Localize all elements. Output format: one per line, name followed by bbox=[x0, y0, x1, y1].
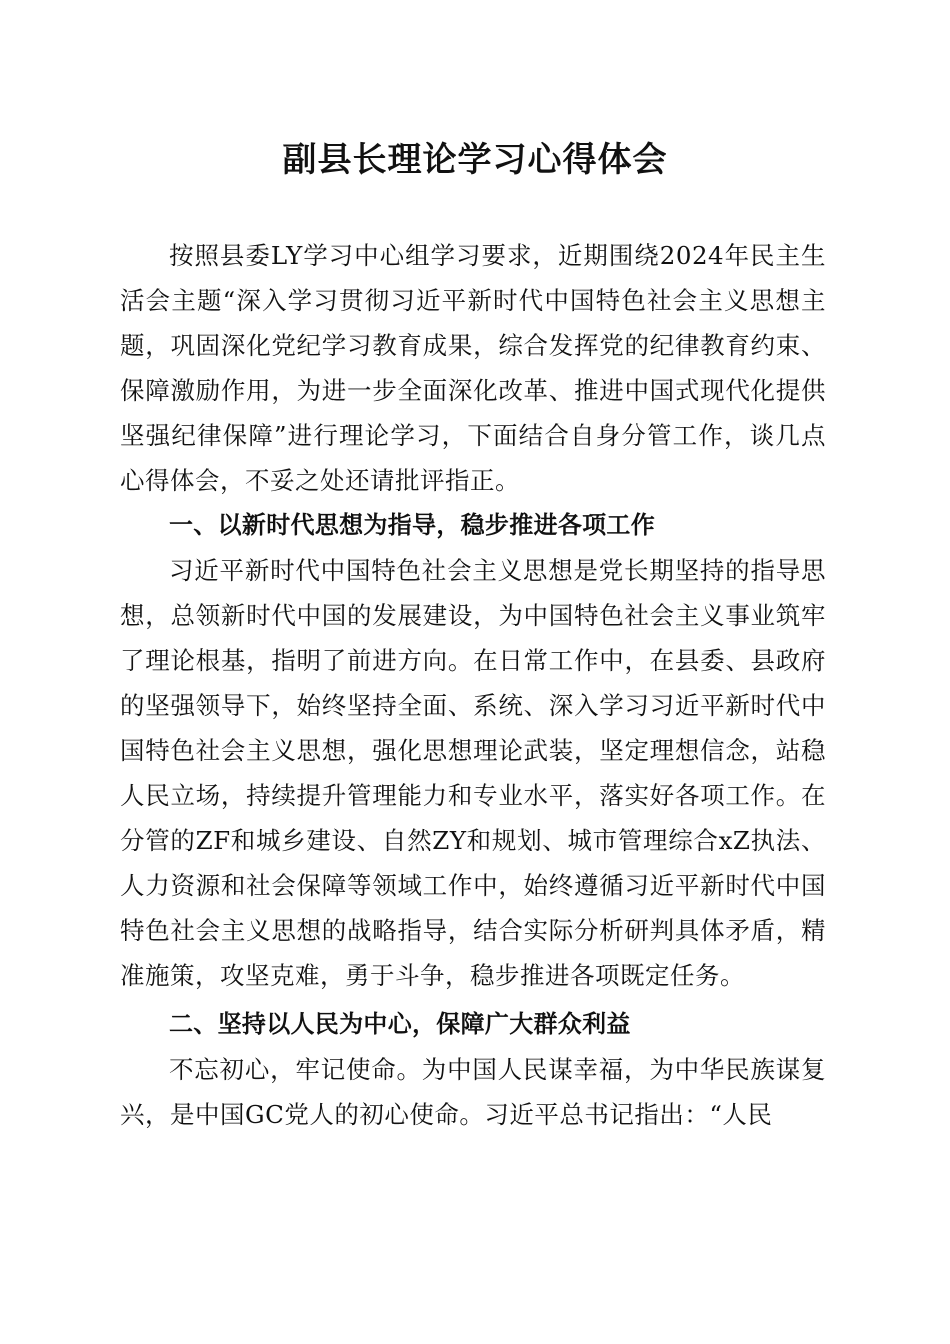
intro-paragraph: 按照县委LY学习中心组学习要求，近期围绕2024年民主生活会主题“深入学习贯彻习近平新时代中国特色社会主义思想主题，巩固深化党纪学习教育成果，综合发挥党的纪律教育约束、保障激励作用，为进一步全面深化改革、推进中国式现代化提供坚强纪律保障”进行理论学习，下面结合自身分管工作，谈几点心得体会，不妥之处还请批评指正。 bbox=[120, 241, 826, 495]
section-1-paragraph: 习近平新时代中国特色社会主义思想是党长期坚持的指导思想，总领新时代中国的发展建设，为中国特色社会主义事业筑牢了理论根基，指明了前进方向。在日常工作中，在县委、县政府的坚强领导下，始终坚持全面、系统、深入学习习近平新时代中国特色社会主义思想，强化思想理论武装，坚定理想信念，站稳人民立场，持续提升管理能力和专业水平，落实好各项工作。在分管的ZF和城乡建设、自然ZY和规划、城市管理综合xZ执法、人力资源和社会保障等领域工作中，始终遵循习近平新时代中国特色社会主义思想的战略指导，结合实际分析研判具体矛盾，精准施策，攻坚克难，勇于斗争，稳步推进各项既定任务。 bbox=[120, 556, 826, 990]
section-1-heading: 一、以新时代思想为指导，稳步推进各项工作 bbox=[169, 511, 655, 539]
page-title: 副县长理论学习心得体会 bbox=[282, 140, 668, 180]
section-2-heading: 二、坚持以人民为中心，保障广大群众利益 bbox=[169, 1010, 631, 1038]
section-2-paragraph: 不忘初心，牢记使命。为中国人民谋幸福，为中华民族谋复兴，是中国GC党人的初心使命。习近平总书记指出：“人民 bbox=[120, 1055, 826, 1129]
document-body bbox=[120, 233, 826, 1137]
